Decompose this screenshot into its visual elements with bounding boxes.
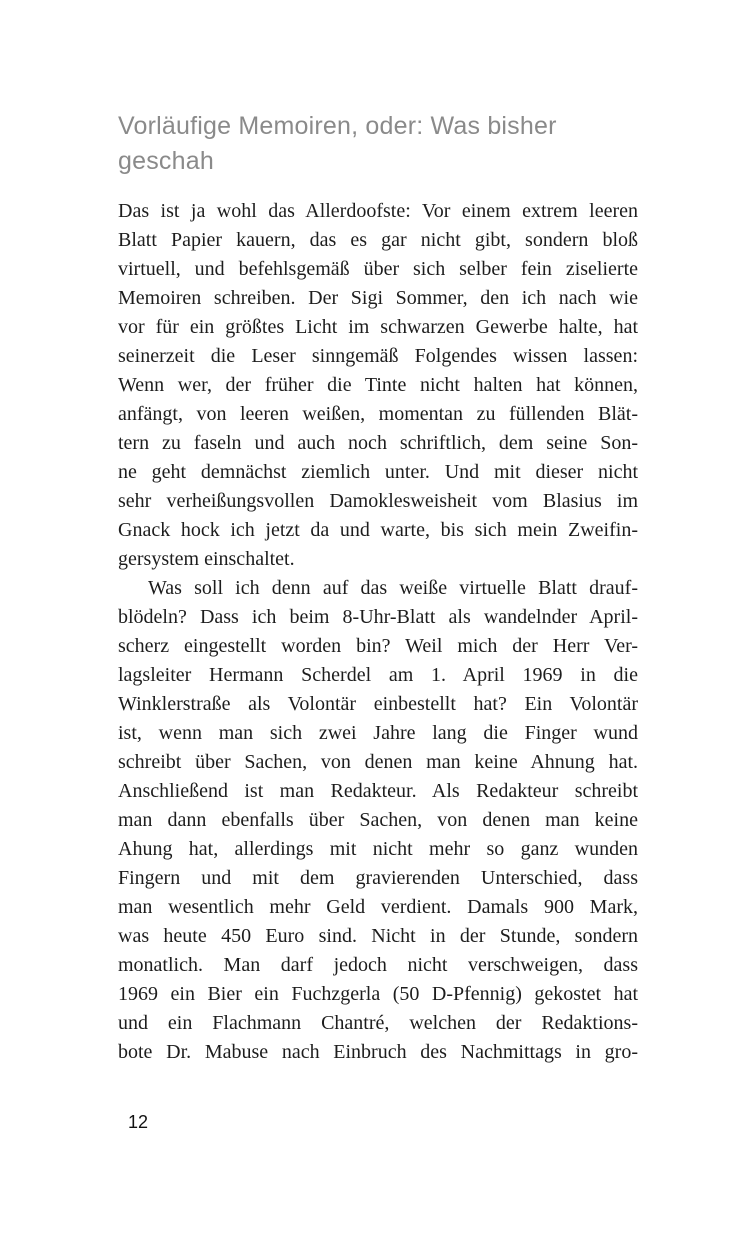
text-line: man dann ebenfalls über Sachen, von denen man keine xyxy=(118,809,638,831)
text-line: seinerzeit die Leser sinngemäß Folgendes wissen lassen: xyxy=(118,345,638,367)
text-line: blödeln? Dass ich beim 8-Uhr-Blatt als wandelnder April- xyxy=(118,606,638,628)
chapter-title: Vorläufige Memoiren, oder: Was bisher geschah xyxy=(118,112,557,175)
paragraph xyxy=(118,197,638,574)
text-line: Gnack hock ich jetzt da und warte, bis sich mein Zweifin- xyxy=(118,519,638,541)
body-text xyxy=(118,197,638,1067)
text-line: lagsleiter Hermann Scherdel am 1. April 1969 in die xyxy=(118,664,638,686)
text-line: ne geht demnächst ziemlich unter. Und mit dieser nicht xyxy=(118,461,638,483)
text-line: tern zu faseln und auch noch schriftlich, dem seine Son- xyxy=(118,432,638,454)
text-line: Ahung hat, allerdings mit nicht mehr so ganz wunden xyxy=(118,838,638,860)
text-line: vor für ein größtes Licht im schwarzen Gewerbe halte, hat xyxy=(118,316,638,338)
text-line: Blatt Papier kauern, das es gar nicht gibt, sondern bloß xyxy=(118,229,638,251)
paragraph xyxy=(118,574,638,1067)
text-line: Fingern und mit dem gravierenden Unterschied, dass xyxy=(118,867,638,889)
text-line: man wesentlich mehr Geld verdient. Damals 900 Mark, xyxy=(118,896,638,918)
text-line: Memoiren schreiben. Der Sigi Sommer, den ich nach wie xyxy=(118,287,638,309)
text-line: Das ist ja wohl das Allerdoofste: Vor einem extrem leeren xyxy=(118,200,638,222)
text-line: 1969 ein Bier ein Fuchzgerla (50 D-Pfennig) gekostet hat xyxy=(118,983,638,1005)
text-line: Anschließend ist man Redakteur. Als Redakteur schreibt xyxy=(118,780,638,802)
text-line: anfängt, von leeren weißen, momentan zu füllenden Blät- xyxy=(118,403,638,425)
text-line: und ein Flachmann Chantré, welchen der Redaktions- xyxy=(118,1012,638,1034)
text-line: Wenn wer, der früher die Tinte nicht halten hat können, xyxy=(118,374,638,396)
text-line: schreibt über Sachen, von denen man keine Ahnung hat. xyxy=(118,751,638,773)
text-line: gersystem einschaltet. xyxy=(118,548,295,570)
text-line: bote Dr. Mabuse nach Einbruch des Nachmittags in gro- xyxy=(118,1041,638,1063)
text-line: scherz eingestellt worden bin? Weil mich der Herr Ver- xyxy=(118,635,638,657)
text-line: was heute 450 Euro sind. Nicht in der Stunde, sondern xyxy=(118,925,638,947)
text-line: Was soll ich denn auf das weiße virtuelle Blatt drauf- xyxy=(148,577,638,599)
text-line: virtuell, und befehlsgemäß über sich selber fein ziselierte xyxy=(118,258,638,280)
text-line: ist, wenn man sich zwei Jahre lang die Finger wund xyxy=(118,722,638,744)
text-line: monatlich. Man darf jedoch nicht verschweigen, dass xyxy=(118,954,638,976)
text-line: sehr verheißungsvollen Damoklesweisheit vom Blasius im xyxy=(118,490,638,512)
text-line: Winklerstraße als Volontär einbestellt hat? Ein Volontär xyxy=(118,693,638,715)
page-number: 12 xyxy=(128,1112,149,1132)
